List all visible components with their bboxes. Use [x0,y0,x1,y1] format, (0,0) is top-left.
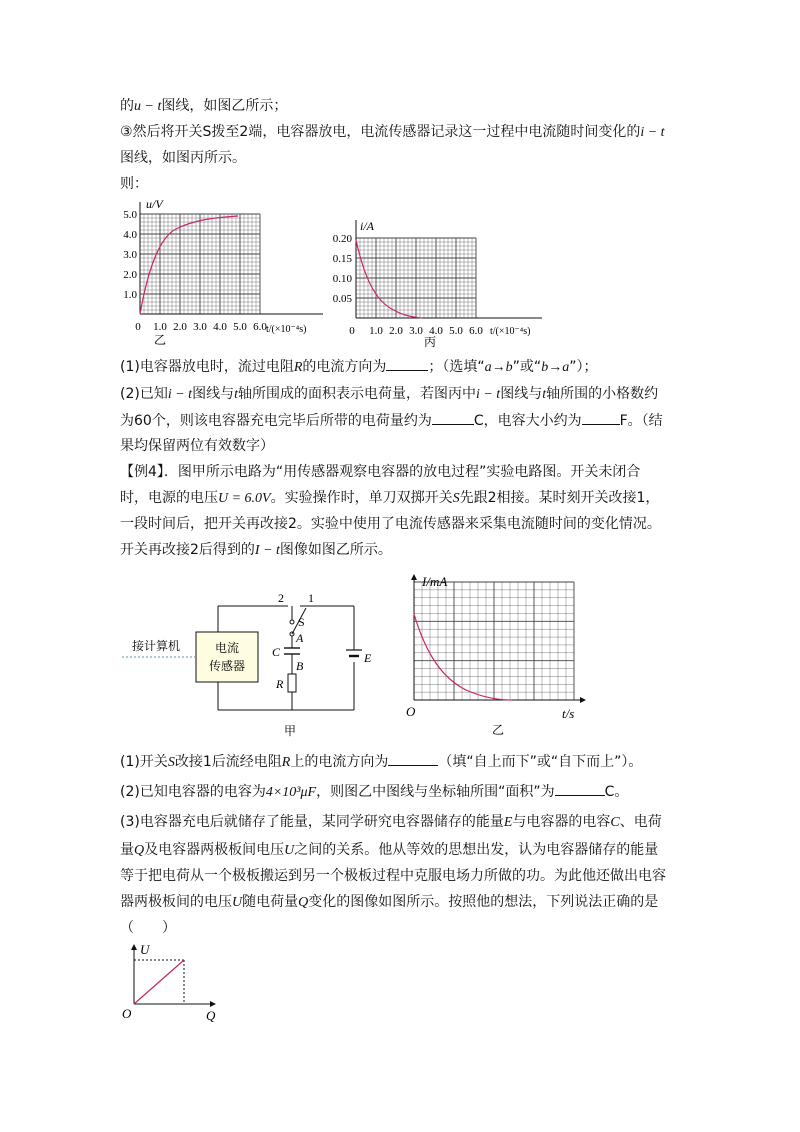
figure-caption: 丙 [424,335,437,349]
y-tick-label: 0.05 [332,293,352,305]
x-axis-arrow [210,1001,216,1007]
example-4-line-1: 【例4】．图甲所示电路为“用传感器观察电容器的放电过程”实验电路图。开关未闭合 [120,464,641,480]
part-3-line-2: 量Q及电容器两极板间电压U之间的关系。他从等效的思想出发，认为电容器储存的能量 [120,842,659,858]
x-tick-label: 5.0 [233,321,247,333]
current-sensor-box [196,632,258,682]
battery-label: E [364,651,372,665]
text-line-2: ③然后将开关S拨至2端，电容器放电，电流传感器记录这一过程中电流随时间变化的i − t [120,124,665,140]
figure-caption: 乙 [492,723,505,737]
resistor-label: R [276,677,284,691]
figure-jia-circuit [118,590,378,740]
y-tick-label: 4.0 [123,229,137,241]
grid-yi2 [414,582,574,700]
x-axis-arrow [580,697,586,703]
y-tick-label: 0.15 [332,253,352,265]
discharge-curve [414,614,512,700]
x-axis-label: Q [206,1008,216,1023]
part-2: (2)已知电容器的电容为4×10³μF，则图乙中图线与坐标轴所围“面积”为 C。 [120,781,628,803]
question-2-line-3: 果均保留两位有效数字） [120,438,274,454]
point-b-label: B [296,659,304,673]
text-line-1: 的u − t图线，如图乙所示； [120,98,288,114]
resistor [288,674,296,692]
origin-label: O [406,704,416,719]
charging-curve [140,216,238,314]
x-tick-label: 1.0 [369,325,383,337]
figure-yi-ut [118,196,328,346]
y-tick-label: 1.0 [123,289,137,301]
y-axis-label: U [140,942,150,957]
terminal-1-label: 1 [308,591,314,605]
figure-caption: 甲 [284,724,297,738]
question-1: (1)电容器放电时，流过电阻R的电流方向为 ；（选填“a→b”或“b→a”）； [120,356,597,378]
x-tick-label: 5.0 [449,325,463,337]
x-axis-label: t/(×10⁻⁴s) [266,324,307,335]
x-tick-label: 2.0 [389,325,403,337]
x-tick-label: 3.0 [193,321,207,333]
u-q-line [134,960,184,1004]
part-1: (1)开关S改接1后流经电阻R上的电流方向为 （填“自上而下”或“自下而上”）。 [120,751,642,773]
part-3-line-5: （ ） [120,920,176,936]
example-4-line-3: 一段时间后，把开关再改接2。实验中使用了电流传感器来采集电流随时间的变化情况。 [120,516,661,532]
answer-blank-charge[interactable] [432,410,474,425]
text-line-3: 图线，如图丙所示。 [120,150,246,166]
part-3-line-4: 器两极板间的电压U随电荷量Q变化的图像如图所示。按照他的想法，下列说法正确的是 [120,894,659,910]
x-axis-label: t/s [562,706,575,721]
x-tick-label: 0 [349,325,355,337]
y-axis-arrow [411,574,417,580]
answer-blank-capacitance[interactable] [582,410,620,425]
origin-label: O [122,1006,132,1021]
computer-label: 接计算机 [132,639,181,653]
example-4-line-4: 开关再改接2后得到的I − t图像如图乙所示。 [120,542,392,558]
figure-yi-It [400,570,590,742]
capacitor-label: C [272,645,281,659]
figure-bing-it [330,218,550,350]
question-2-line-2: 为60个，则该电容器充电完毕后所带的电荷量约为 C，电容大小约为 F。（结 [120,410,663,431]
point-a-label: A [296,631,304,645]
switch-label: S [298,615,305,629]
text-line-4: 则： [120,176,148,192]
question-2-line-1: (2)已知i − t图线与t轴所围成的面积表示电荷量，若图丙中i − t图线与t轴所围的小格数约 [120,386,659,402]
part-3-line-3: 等于把电荷从一个极板搬运到另一个极板过程中克服电场力所做的功。为此他还做出电容 [120,868,666,884]
grid-yi [140,214,260,314]
grid-bing [356,238,476,318]
sensor-label-1: 电流 [214,641,240,655]
y-axis-arrow [131,944,137,950]
answer-blank-area[interactable] [555,781,605,796]
y-tick-label: 3.0 [123,249,137,261]
y-tick-label: 5.0 [123,209,137,221]
part-3-line-1: (3)电容器充电后就储存了能量，某同学研究电容器储存的能量E与电容器的电容C、电荷 [120,814,662,830]
answer-blank-1[interactable] [386,356,428,371]
x-tick-label: 4.0 [429,325,443,337]
x-tick-label: 1.0 [153,321,167,333]
x-axis-label: t/(×10⁻⁴s) [490,326,531,337]
y-tick-label: 0.20 [332,233,352,245]
answer-blank-direction[interactable] [388,751,438,766]
x-tick-label: 6.0 [253,321,267,333]
x-tick-label: 4.0 [213,321,227,333]
y-axis-label: u/V [146,197,163,211]
x-tick-label: 0 [135,321,141,333]
y-tick-label: 2.0 [123,269,137,281]
figure-u-q [118,940,228,1024]
y-axis-label: I/mA [422,574,448,589]
x-tick-label: 2.0 [173,321,187,333]
y-tick-label: 0.10 [332,273,352,285]
x-tick-label: 6.0 [469,325,483,337]
y-axis-label: i/A [360,219,374,233]
sensor-label-2: 传感器 [208,659,246,673]
terminal-2-label: 2 [278,591,284,605]
switch-contact-2 [290,620,294,624]
figure-caption: 乙 [154,333,167,346]
x-tick-label: 3.0 [409,325,423,337]
example-4-line-2: 时，电源的电压U = 6.0V。实验操作时，单刀双掷开关S先跟2相接。某时刻开关改接1， [120,490,660,506]
